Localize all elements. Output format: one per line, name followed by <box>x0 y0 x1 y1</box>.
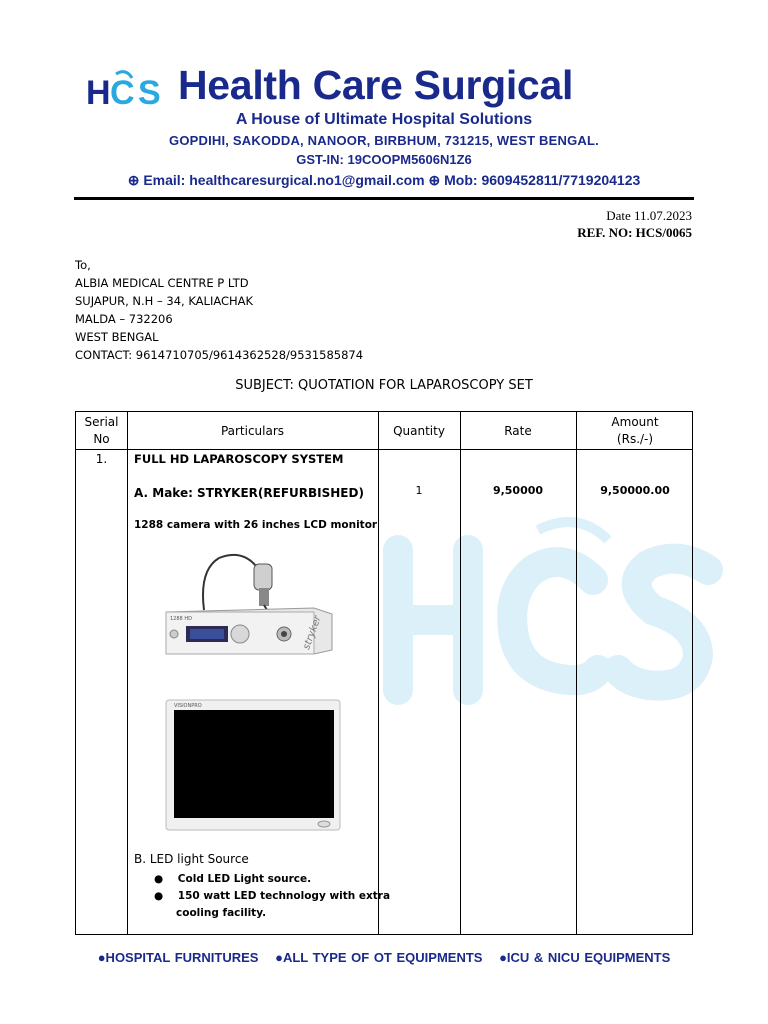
footer-item: ●ICU & NICU EQUIPMENTS <box>499 950 671 965</box>
list-item: ● Cold LED Light source. <box>154 873 312 885</box>
light-source-title: B. LED light Source <box>134 852 249 866</box>
footer-services <box>0 950 768 965</box>
recipient-line: WEST BENGAL <box>75 330 159 344</box>
table-column-divider <box>127 412 128 934</box>
header-serial: Serial No <box>84 415 119 446</box>
subject-line: SUBJECT: QUOTATION FOR LAPAROSCOPY SET <box>235 378 533 393</box>
camera-control-unit-image <box>164 550 334 665</box>
company-contact: ⊕ Email: healthcaresurgical.no1@gmail.com ⊕ Mob: 9609452811/7719204123 <box>127 172 641 188</box>
row-amount: 9,50000.00 <box>600 484 670 497</box>
table-header-divider <box>76 449 692 450</box>
header-divider <box>74 197 694 200</box>
recipient-line: CONTACT: 9614710705/9614362528/9531585874 <box>75 348 364 362</box>
company-tagline: A House of Ultimate Hospital Solutions <box>235 111 533 128</box>
quotation-date: Date 11.07.2023 <box>606 208 692 223</box>
row-rate: 9,50000 <box>492 484 544 497</box>
recipient-address <box>75 256 363 364</box>
recipient-line: ALBIA MEDICAL CENTRE P LTD <box>75 276 249 290</box>
svg-text:C: C <box>110 74 135 110</box>
recipient-line: SUJAPUR, N.H – 34, KALIACHAK <box>75 294 254 308</box>
camera-brand-text: stryker <box>301 614 324 652</box>
light-source-bullets <box>154 871 390 922</box>
quotation-table <box>75 411 693 935</box>
item-make: A. Make: STRYKER(REFURBISHED) <box>134 486 364 500</box>
item-title: FULL HD LAPAROSCOPY SYSTEM <box>134 452 344 466</box>
hcs-logo-icon <box>86 70 170 110</box>
footer-item: ●HOSPITAL FURNITURES <box>97 950 259 965</box>
list-item: ● 150 watt LED technology with extra <box>154 890 391 902</box>
lcd-monitor-image <box>164 698 342 832</box>
monitor-brand-text: VISIONPRO <box>174 703 202 709</box>
row-quantity: 1 <box>415 484 423 497</box>
item-camera-desc: 1288 camera with 26 inches LCD monitor <box>134 519 378 531</box>
list-item: cooling facility. <box>176 907 267 919</box>
svg-text:S: S <box>138 74 161 110</box>
header-quantity: Quantity <box>393 424 445 438</box>
recipient-line: MALDA – 732206 <box>75 312 173 326</box>
footer-item: ●ALL TYPE OF OT EQUIPMENTS <box>275 950 483 965</box>
salutation: To, <box>75 258 91 272</box>
svg-text:1288 HD: 1288 HD <box>170 616 192 622</box>
company-name: Health Care Surgical <box>178 62 574 108</box>
svg-text:H: H <box>86 74 111 110</box>
reference-number: REF. NO: HCS/0065 <box>577 225 692 240</box>
header-amount: Amount (Rs./-) <box>611 415 659 446</box>
header-particulars: Particulars <box>220 424 285 438</box>
header-rate: Rate <box>504 424 532 438</box>
company-address: GOPDIHI, SAKODDA, NANOOR, BIRBHUM, 731215, WEST BENGAL. <box>169 133 599 148</box>
row-serial: 1. <box>95 452 108 466</box>
company-gst: GST-IN: 19COOPM5606N1Z6 <box>296 152 472 167</box>
